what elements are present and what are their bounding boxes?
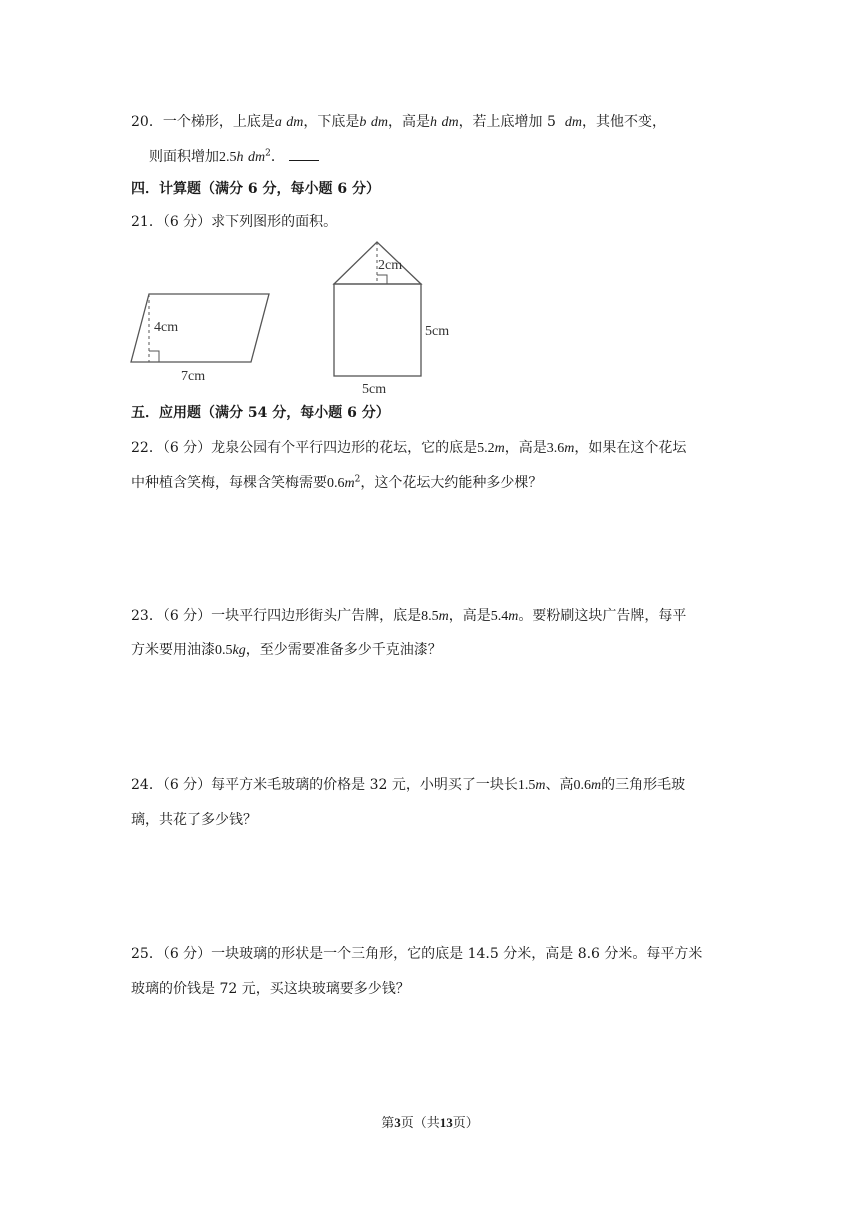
q20-line-2: 则面积增加2.5h $dm^2$． xyxy=(149,147,319,168)
parallelogram-height-label: 4cm xyxy=(154,320,179,335)
q22-line-2: 中种植含笑梅，每棵含笑梅需要$0.6m^2$，这个花坛大约能种多少棵？ xyxy=(131,474,543,491)
q25-line-2: 玻璃的价钱是 72 元，买这块玻璃要多少钱？ xyxy=(131,981,410,997)
parallelogram-figure xyxy=(131,294,269,384)
q21-text: 21．（6 分）求下列图形的面积。 xyxy=(131,214,338,230)
q23-line-1: 23．（6 分）一块平行四边形街头广告牌，底是8.5m，高是5.4m。要粉刷这块广告牌，每平 xyxy=(131,608,687,624)
square-side-label: 5cm xyxy=(425,324,450,339)
q23-line-2: 方米要用油漆0.5kg，至少需要准备多少千克油漆？ xyxy=(131,642,442,658)
triangle-height-label: 2cm xyxy=(378,258,403,273)
parallelogram-shape xyxy=(131,294,269,362)
square-shape xyxy=(334,284,421,376)
right-angle-mark xyxy=(377,275,387,284)
q24-line-2: 璃，共花了多少钱？ xyxy=(131,812,257,828)
house-figure xyxy=(334,242,449,397)
q24-line-1: 24．（6 分）每平方米毛玻璃的价格是 32 元，小明买了一块长1.5m、高0.6m的三角形毛玻 xyxy=(131,777,686,793)
section-5-title: 五．应用题（满分 54 分，每小题 6 分） xyxy=(131,405,390,421)
parallelogram-base-label: 7cm xyxy=(181,369,206,384)
section-4-title: 四．计算题（满分 6 分，每小题 6 分） xyxy=(131,181,380,197)
right-angle-mark xyxy=(149,351,159,362)
q22-line-1: 22．（6 分）龙泉公园有个平行四边形的花坛，它的底是5.2m，高是3.6m，如果在这个花坛 xyxy=(131,440,687,456)
page-footer: 第3页（共13页） xyxy=(381,1115,479,1131)
q20-line-1: 20．一个梯形，上底是a dm，下底是b dm，高是h dm，若上底增加 5 dm，其他不变， xyxy=(131,114,666,130)
square-base-label: 5cm xyxy=(362,382,387,397)
q25-line-1: 25．（6 分）一块玻璃的形状是一个三角形，它的底是 14.5 分米，高是 8.6 分米。每平方米 xyxy=(131,946,703,962)
